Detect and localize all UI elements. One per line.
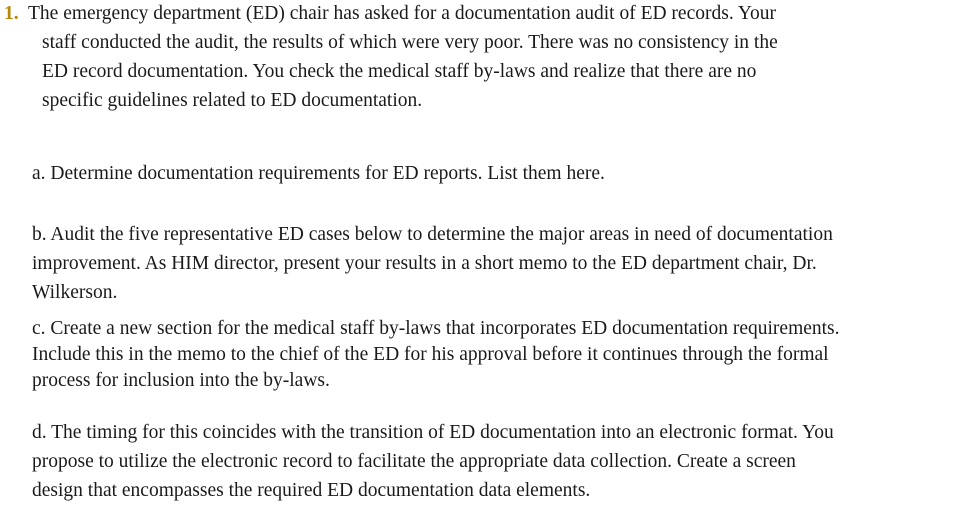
part-a-text-line: a. Determine documentation requirements for ED reports. List them here. xyxy=(32,163,605,184)
part-d-text-line: d. The timing for this coincides with the transition of ED documentation into an electronic format. You xyxy=(32,422,834,443)
part-b-text-line: Wilkerson. xyxy=(32,282,118,303)
part-c-text-line: process for inclusion into the by-laws. xyxy=(32,370,330,391)
question-text-line: specific guidelines related to ED documentation. xyxy=(42,90,423,111)
question-text-line: ED record documentation. You check the medical staff by-laws and realize that there are no xyxy=(42,61,757,82)
part-d-text-line: design that encompasses the required ED documentation data elements. xyxy=(32,480,591,501)
part-c-text-line: c. Create a new section for the medical staff by-laws that incorporates ED documentation requirements. xyxy=(32,318,840,339)
part-d-text-line: propose to utilize the electronic record to facilitate the appropriate data collection. Create a screen xyxy=(32,451,796,472)
question-text-line: staff conducted the audit, the results of which were very poor. There was no consistency in the xyxy=(42,32,778,53)
part-b-text-line: improvement. As HIM director, present your results in a short memo to the ED department chair, Dr. xyxy=(32,253,817,274)
question-number: 1. xyxy=(4,3,19,24)
question-text-line: The emergency department (ED) chair has asked for a documentation audit of ED records. Your xyxy=(28,3,776,24)
part-c-text-line: Include this in the memo to the chief of the ED for his approval before it continues through the formal xyxy=(32,344,829,365)
part-b-text-line: b. Audit the five representative ED cases below to determine the major areas in need of documentation xyxy=(32,224,833,245)
